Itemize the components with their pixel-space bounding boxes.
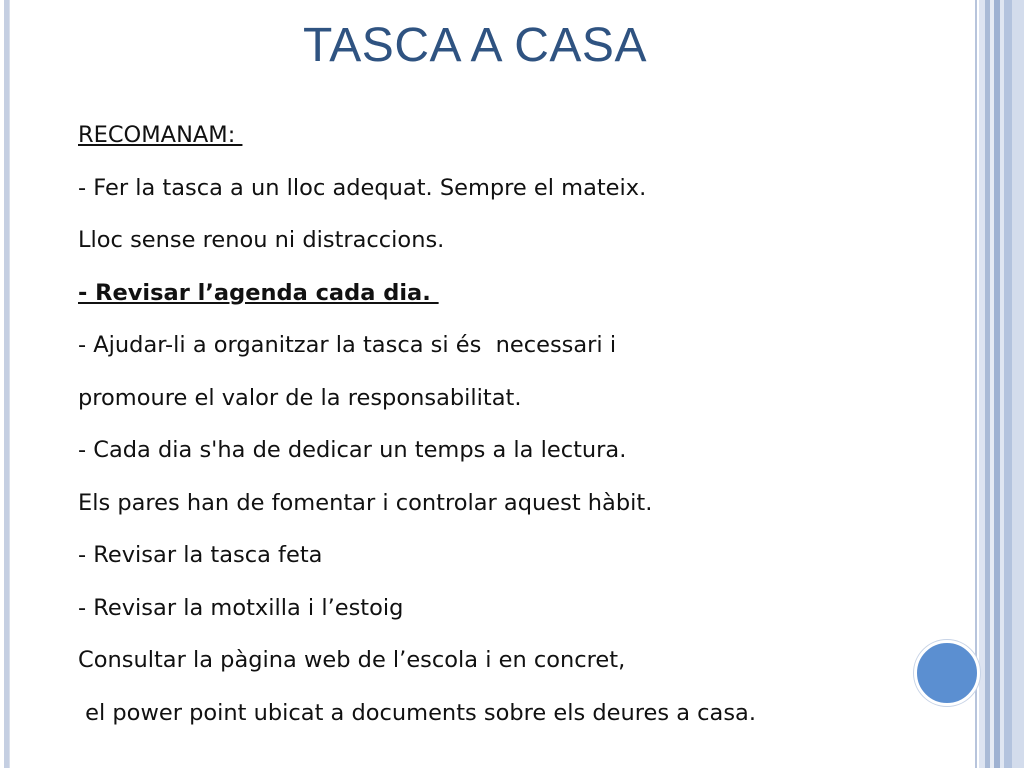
body-line (78, 218, 958, 271)
line-text: - Revisar la motxilla i l’estoig (78, 594, 404, 621)
line-text: - Revisar l’agenda cada dia. (78, 279, 439, 306)
body-line (78, 323, 958, 376)
body-line (78, 376, 958, 429)
body-line (78, 586, 958, 639)
body-line-agenda (78, 271, 958, 324)
body-line (78, 481, 958, 534)
line-text: - Fer la tasca a un lloc adequat. Sempre el mateix. (78, 174, 647, 201)
line-text: Consultar la pàgina web de l’escola i en concret, (78, 647, 626, 673)
stripe (975, 0, 977, 768)
slide-body (78, 113, 958, 743)
body-line (78, 533, 958, 586)
body-line (78, 691, 958, 744)
body-line (78, 166, 958, 219)
stripe (1004, 0, 1012, 768)
line-text: Lloc sense renou ni distraccions. (78, 227, 445, 253)
line-text: RECOMANAM: (78, 122, 243, 148)
line-text: - Cada dia s'ha de dedicar un temps a la lectura. (78, 437, 627, 463)
body-line-recomanam (78, 113, 958, 166)
line-text: - Revisar la tasca feta (78, 542, 323, 568)
line-text: promoure el valor de la responsabilitat. (78, 384, 522, 411)
line-text: Els pares han de fomentar i controlar aquest hàbit. (78, 489, 653, 516)
stripe (1012, 0, 1024, 768)
body-line (78, 428, 958, 481)
line-text: - Ajudar-li a organitzar la tasca si és necessari i (78, 332, 617, 358)
line-text: el power point ubicat a documents sobre els deures a casa. (78, 699, 756, 726)
body-line (78, 638, 958, 691)
left-border-decoration (4, 0, 10, 768)
slide-title: TASCA A CASA (303, 19, 647, 72)
